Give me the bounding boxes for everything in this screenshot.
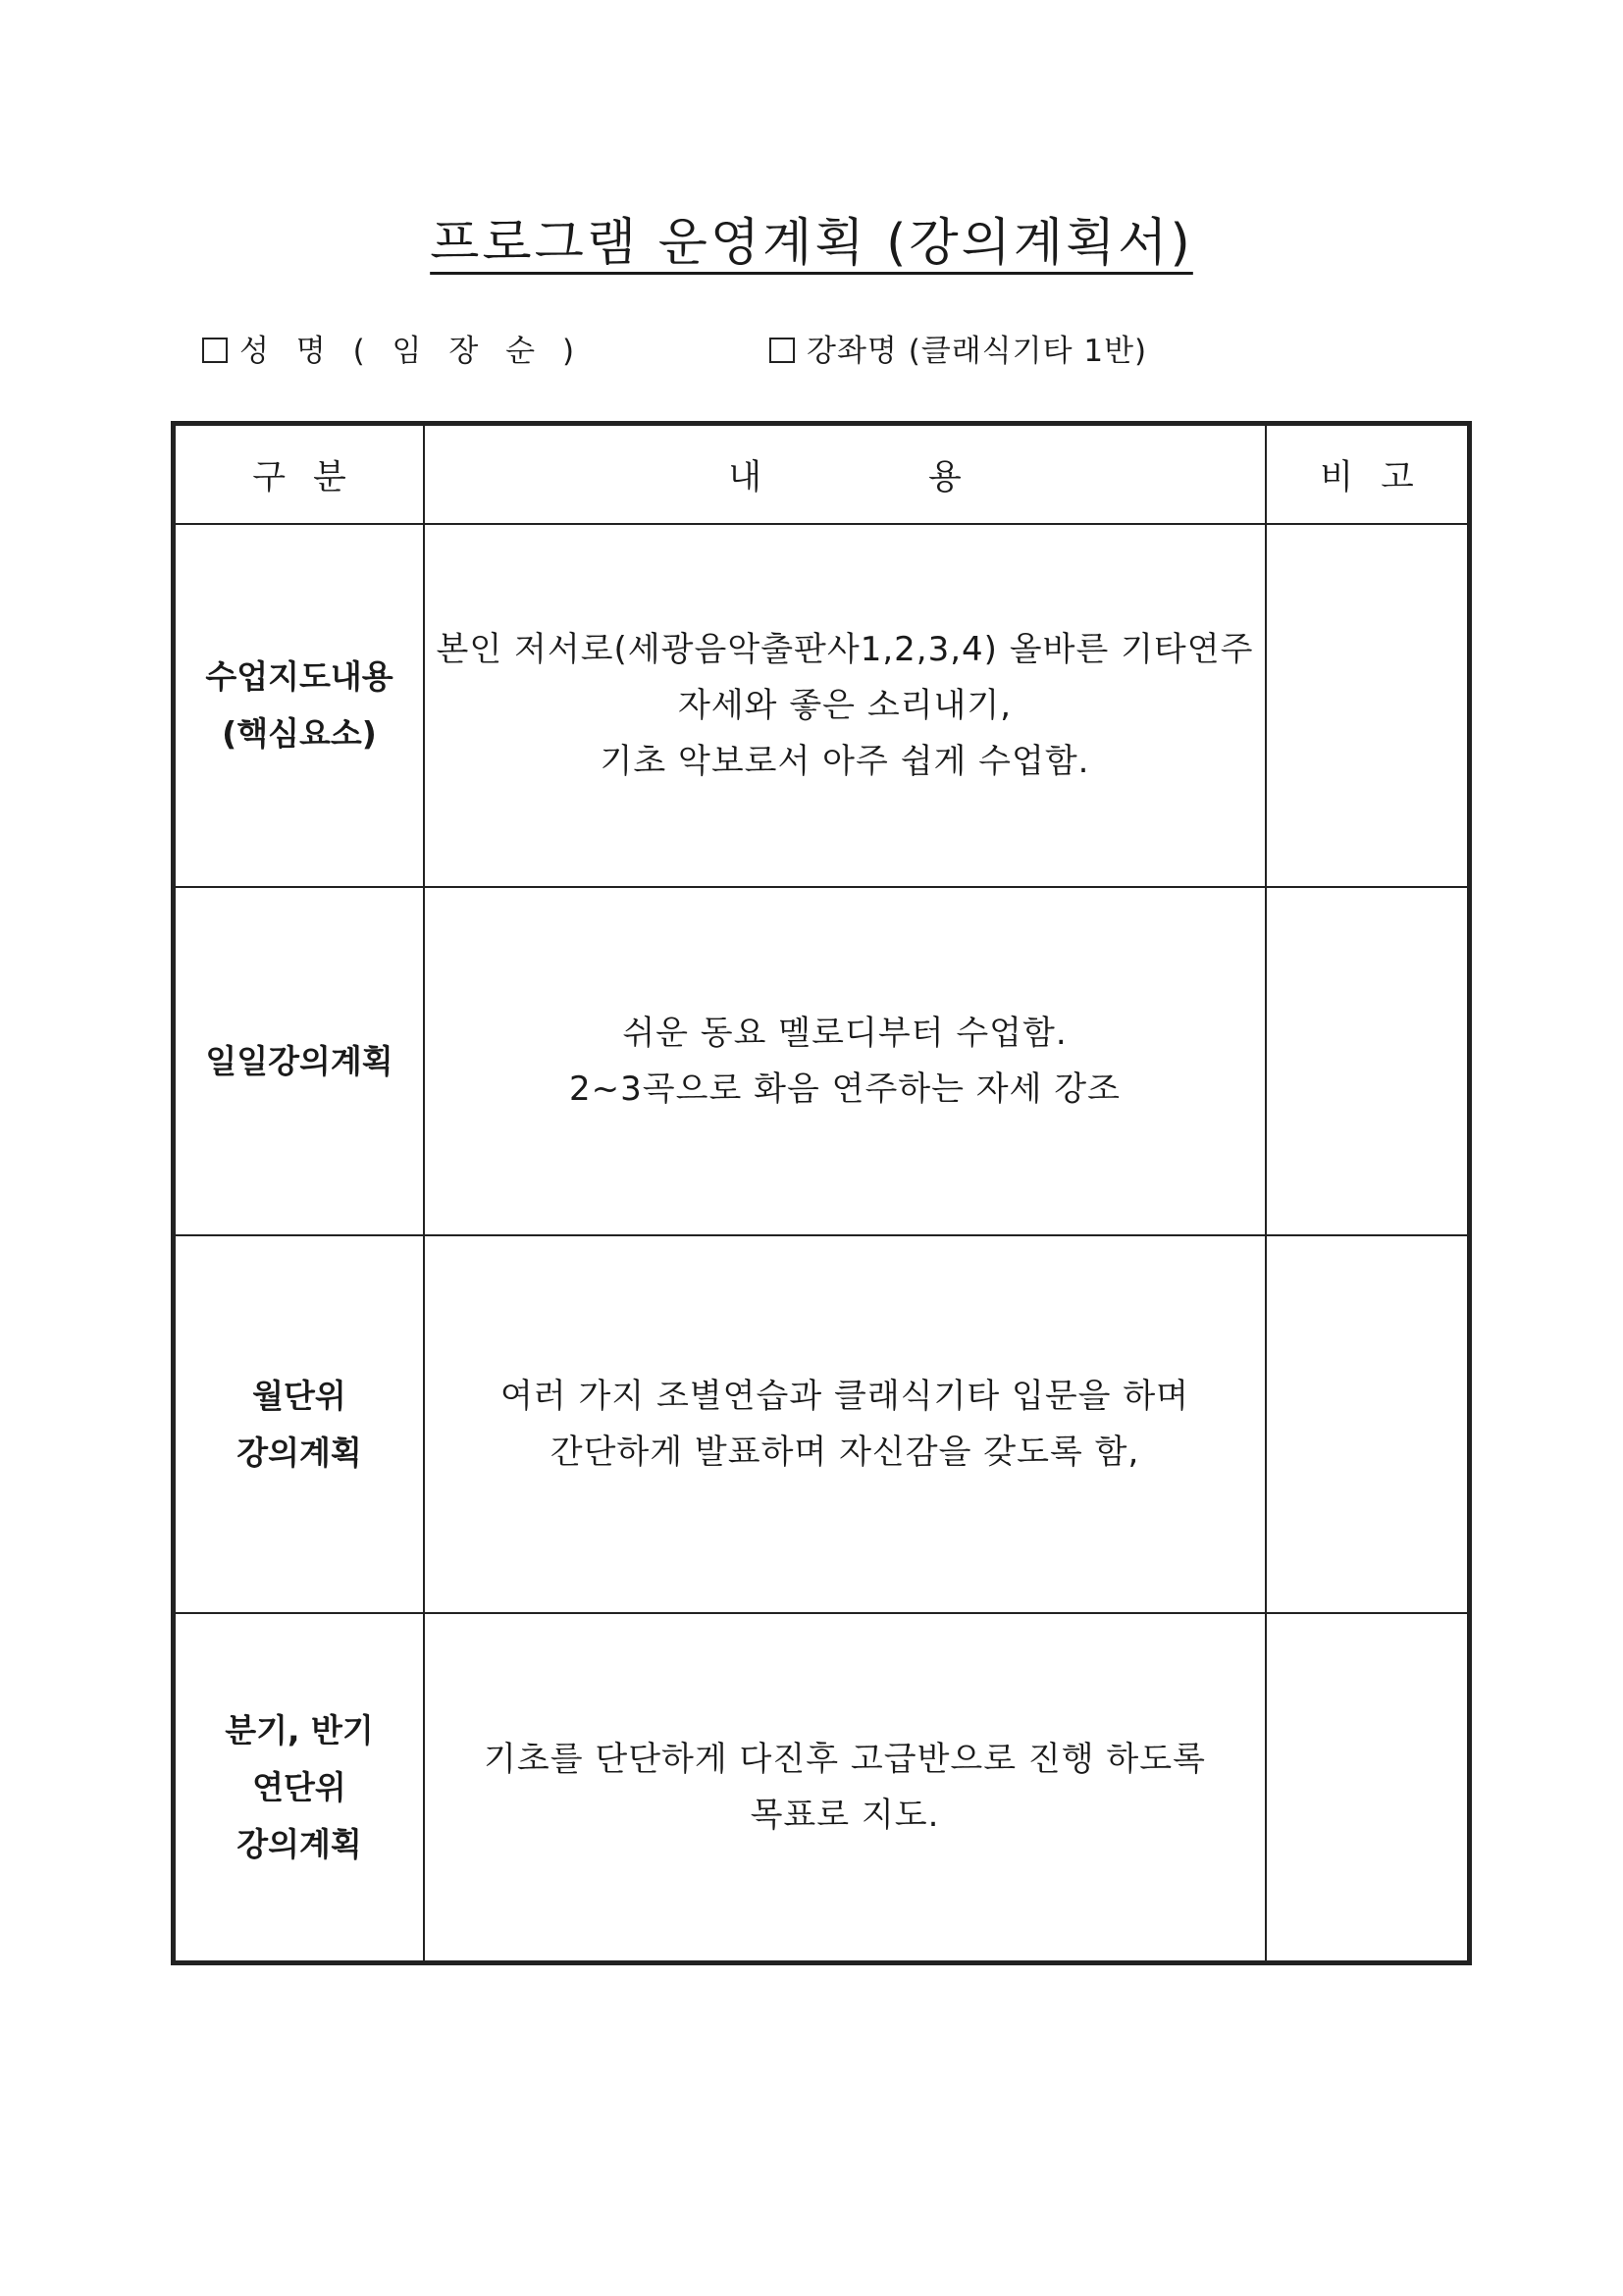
header-content: 내용 <box>424 425 1266 524</box>
category-line: 강의계획 <box>236 1433 362 1472</box>
row-category <box>175 1613 424 1961</box>
category-line: 수업지도내용 <box>205 657 393 696</box>
row-note <box>1266 524 1468 887</box>
category-line: 일일강의계획 <box>205 1041 393 1080</box>
row-content <box>424 887 1266 1235</box>
instructor-name-field <box>202 326 583 370</box>
instructor-name-text: 성 명 ( 임 장 순 ) <box>239 334 584 369</box>
row-category <box>175 887 424 1235</box>
row-note <box>1266 887 1468 1235</box>
table-row <box>175 1613 1468 1961</box>
row-content <box>424 1613 1266 1961</box>
row-content <box>424 524 1266 887</box>
course-name-field <box>769 326 1147 370</box>
checkbox-icon <box>202 338 228 363</box>
content-line: 자세와 좋은 소리내기, <box>677 685 1013 725</box>
content-line: 본인 저서로(세광음악출판사1,2,3,4) 올바른 기타연주 <box>436 629 1254 669</box>
category-line: (핵심요소) <box>222 714 377 753</box>
content-line: 여러 가지 조별연습과 클래식기타 입문을 하며 <box>499 1376 1190 1416</box>
content-line: 기초를 단단하게 다진후 고급반으로 진행 하도록 <box>484 1739 1206 1779</box>
row-note <box>1266 1235 1468 1613</box>
course-name-text: 강좌명 (클래식기타 1반) <box>807 334 1148 369</box>
table-row <box>175 887 1468 1235</box>
content-line: 간단하게 발표하며 자신감을 갖도록 함, <box>550 1432 1140 1472</box>
table-header-row <box>175 425 1468 524</box>
category-line: 강의계획 <box>236 1824 362 1863</box>
content-line: 2~3곡으로 화음 연주하는 자세 강조 <box>569 1069 1121 1109</box>
lecture-plan-table <box>174 424 1469 1962</box>
category-line: 분기, 반기 <box>225 1710 374 1749</box>
table-row <box>175 524 1468 887</box>
document-title <box>0 201 1623 275</box>
content-line: 쉬운 동요 멜로디부터 수업함. <box>622 1013 1068 1053</box>
row-note <box>1266 1613 1468 1961</box>
row-category <box>175 524 424 887</box>
document-title-text: 프로그램 운영계획 (강의계획서) <box>430 214 1193 273</box>
row-category <box>175 1235 424 1613</box>
checkbox-icon <box>769 338 795 363</box>
table-row <box>175 1235 1468 1613</box>
header-category: 구분 <box>175 425 424 524</box>
row-content <box>424 1235 1266 1613</box>
category-line: 연단위 <box>252 1767 346 1806</box>
header-note: 비고 <box>1266 425 1468 524</box>
content-line: 기초 악보로서 아주 쉽게 수업함. <box>600 741 1090 781</box>
category-line: 월단위 <box>252 1376 346 1415</box>
content-line: 목표로 지도. <box>750 1795 940 1835</box>
